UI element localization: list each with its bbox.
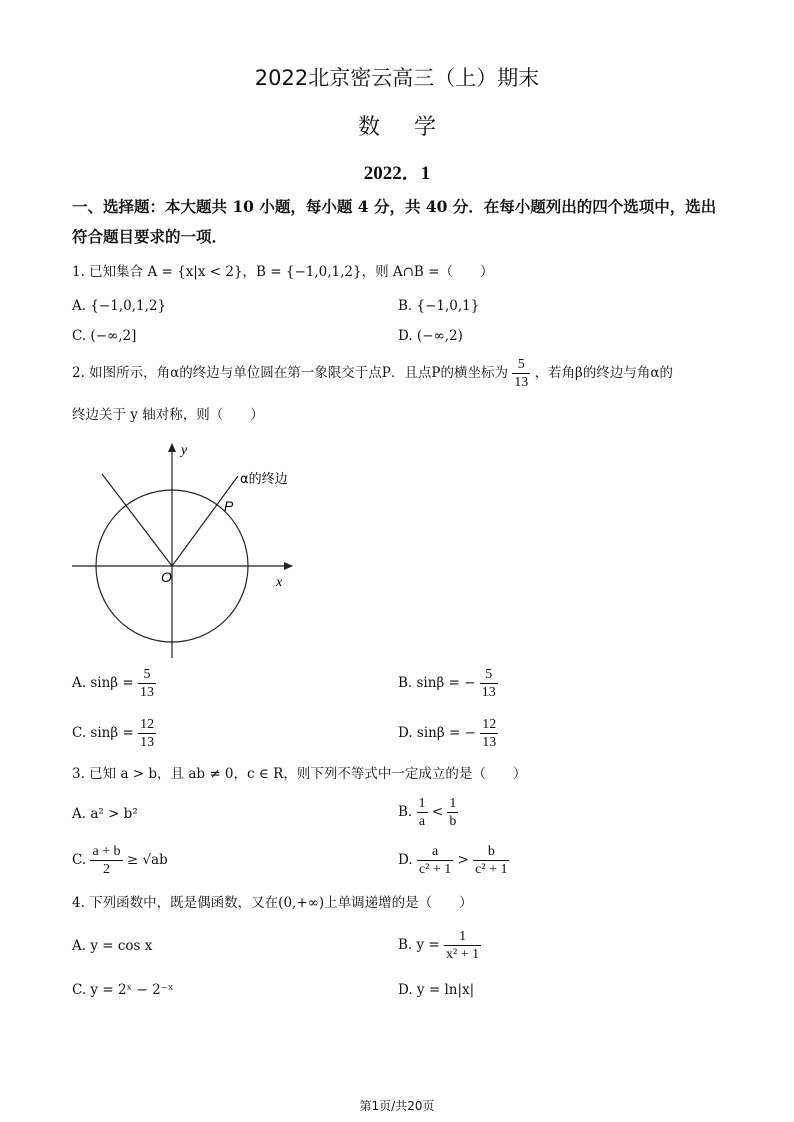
q3-c-denominator: 2 [102, 862, 110, 877]
option-a-numerator: 5 [138, 666, 156, 684]
q3-option-b-prefix: B. [398, 804, 413, 820]
option-b-fraction [480, 666, 498, 701]
option-b-denominator: 13 [481, 685, 496, 700]
q3-d-denominator-2: c² + 1 [475, 862, 508, 877]
q3-d-numerator-2: b [473, 843, 509, 861]
question-2-option-d[interactable] [398, 716, 498, 751]
q3-b-relation: < [431, 804, 444, 820]
question-4-option-a[interactable]: A. y = cos x [72, 938, 153, 954]
q4-option-b-prefix: B. y = [398, 937, 440, 953]
question-3-option-c[interactable] [72, 843, 168, 878]
question-2-fraction [512, 356, 530, 391]
question-1-option-d[interactable]: D. (−∞,2) [398, 328, 463, 344]
section-heading-line1: 一、选择题：本大题共 10 小题，每小题 4 分，共 40 分．在每小题列出的四个选项中，选出 [72, 197, 717, 216]
option-c-numerator: 12 [140, 717, 155, 732]
alpha-terminal-side [172, 476, 238, 566]
option-a-fraction [138, 666, 156, 701]
q3-b-denominator-2: b [449, 814, 457, 829]
option-d-denominator: 13 [482, 735, 497, 750]
q3-b-denominator-1: a [418, 814, 426, 829]
question-2-option-c[interactable] [72, 716, 156, 751]
q3-option-c-fraction [90, 843, 122, 878]
section-heading [72, 192, 732, 252]
q4-b-numerator: 1 [444, 928, 481, 946]
q3-c-rest: ≥ √ab [126, 852, 168, 868]
alpha-ray-label: α的终边 [240, 472, 288, 487]
q3-option-d-fraction-1 [417, 843, 453, 878]
option-d-prefix: D. sinβ = − [398, 725, 476, 741]
q3-option-d-prefix: D. [398, 852, 413, 868]
option-c-fraction [138, 716, 156, 751]
option-b-numerator: 5 [480, 666, 498, 684]
q3-option-b-fraction-2 [447, 795, 458, 830]
option-a-denominator: 13 [139, 685, 154, 700]
question-4-option-c[interactable]: C. y = 2ˣ − 2⁻ˣ [72, 982, 174, 998]
question-2-stem-part-a: 2. 如图所示，角α的终边与单位圆在第一象限交于点P．且点P的横坐标为 [72, 365, 508, 381]
y-axis-label: y [181, 443, 188, 458]
option-c-prefix: C. sinβ = [72, 725, 134, 741]
fraction-numerator: 5 [512, 356, 530, 374]
question-1-option-b[interactable]: B. {−1,0,1} [398, 298, 480, 314]
option-a-prefix: A. sinβ = [72, 675, 134, 691]
question-3-option-b[interactable] [398, 795, 458, 830]
option-d-fraction [480, 716, 498, 751]
question-2-stem-part-b: ，若角β的终边与角α的 [534, 365, 673, 381]
q3-option-c-prefix: C. [72, 852, 87, 868]
q4-option-b-fraction [444, 928, 481, 963]
origin-label: O [161, 569, 172, 585]
question-1-stem: 1. 已知集合 A = {x|x < 2}，B = {−1,0,1,2}，则 A∩B =（ ） [72, 264, 494, 280]
unit-circle-figure [70, 436, 310, 666]
question-1-option-a[interactable]: A. {−1,0,1,2} [72, 298, 167, 314]
page-title: 2022北京密云高三（上）期末 [254, 66, 540, 90]
question-2-option-b[interactable] [398, 666, 498, 701]
q3-option-d-fraction-2 [473, 843, 509, 878]
question-4-option-b[interactable] [398, 928, 481, 963]
section-heading-line2: 符合题目要求的一项． [72, 227, 228, 246]
question-3-stem: 3. 已知 a > b，且 ab ≠ 0，c ∈ R，则下列不等式中一定成立的是（ ） [72, 766, 527, 782]
point-p-label: P [224, 498, 234, 514]
question-4-stem: 4. 下列函数中，既是偶函数，又在(0,+∞)上单调递增的是（ ） [72, 895, 473, 911]
subject-title: 数学 [357, 115, 470, 140]
option-c-denominator: 13 [140, 735, 155, 750]
option-d-numerator: 12 [482, 717, 497, 732]
beta-terminal-side [102, 474, 172, 566]
fraction-denominator: 13 [514, 375, 529, 390]
exam-date: 2022．1 [363, 163, 431, 184]
question-2-stem-line1 [72, 356, 673, 391]
q4-b-denominator: x² + 1 [446, 947, 480, 962]
q3-b-numerator-2: 1 [449, 796, 457, 811]
question-3-option-a[interactable]: A. a² > b² [72, 806, 138, 822]
page-number: 第1页/共20页 [359, 1099, 435, 1113]
q3-b-numerator-1: 1 [418, 796, 426, 811]
question-3-option-d[interactable] [398, 843, 509, 878]
option-b-prefix: B. sinβ = − [398, 675, 476, 691]
x-axis-label: x [276, 575, 283, 590]
q3-d-numerator-1: a [417, 843, 453, 861]
q3-d-relation: > [457, 852, 469, 868]
question-1-option-c[interactable]: C. (−∞,2] [72, 328, 137, 344]
q3-option-b-fraction-1 [417, 795, 428, 830]
question-2-stem-line2: 终边关于 y 轴对称，则（ ） [72, 407, 264, 423]
question-2-option-a[interactable] [72, 666, 156, 701]
question-4-option-d[interactable]: D. y = ln|x| [398, 982, 475, 998]
q3-c-numerator: a + b [92, 844, 121, 859]
q3-d-denominator-1: c² + 1 [418, 862, 452, 877]
